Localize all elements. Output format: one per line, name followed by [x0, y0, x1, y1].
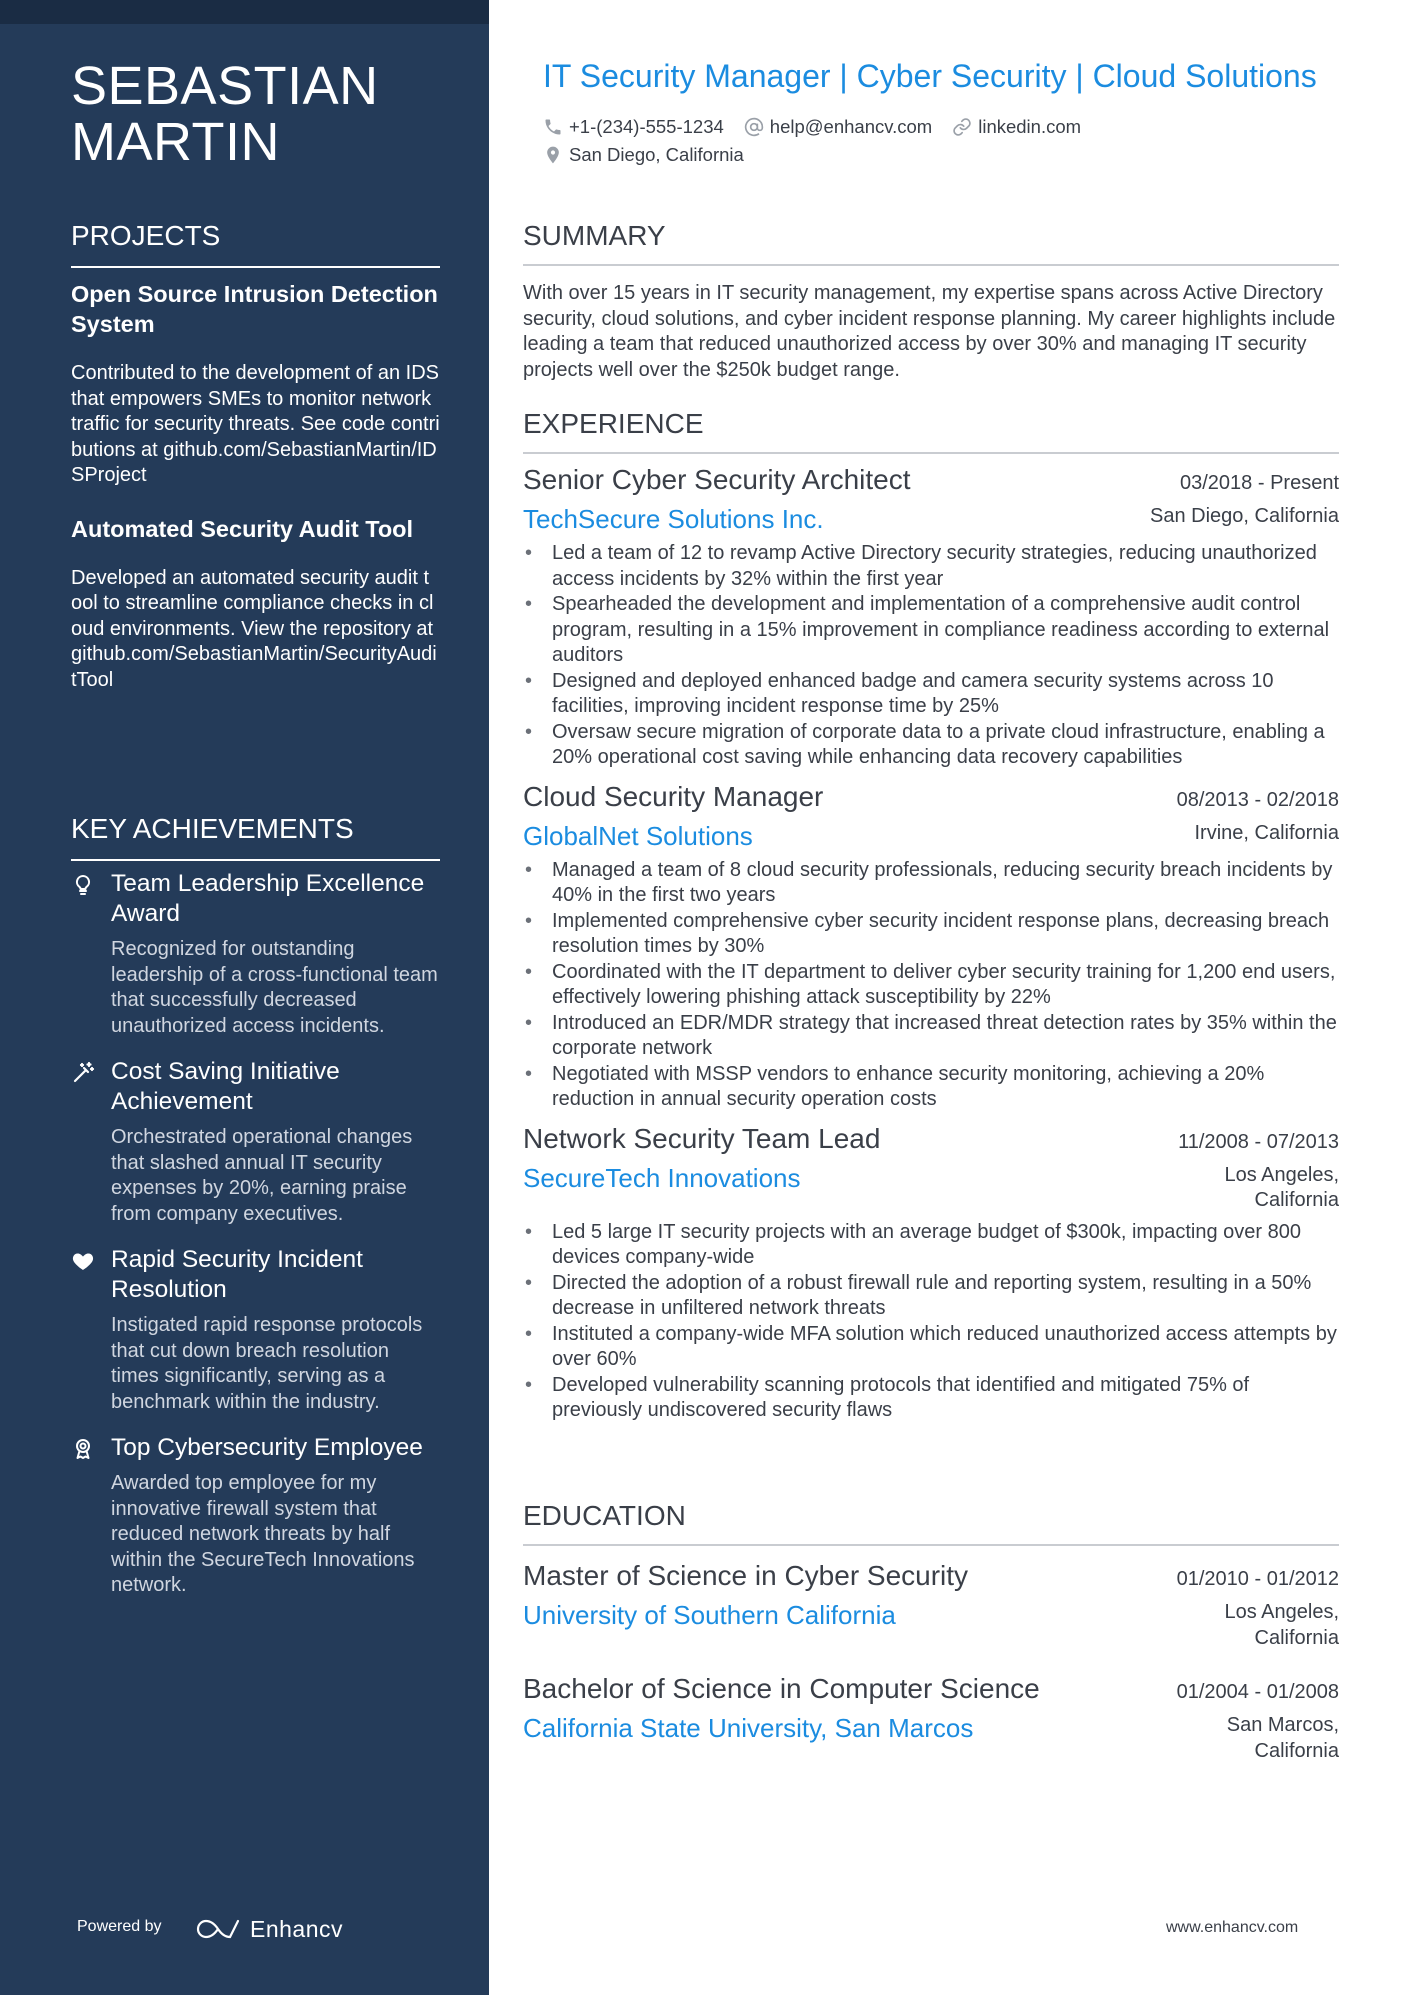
school-name: California State University, San Marcos [523, 1713, 974, 1743]
name-last: MARTIN [71, 112, 281, 172]
bullet-item: • Negotiated with MSSP vendors to enhance security monitoring, achieving a 20% reduction in annual security operation costs [523, 1062, 1339, 1113]
education-dates: 01/2010 - 01/2012 [1176, 1568, 1339, 1590]
email-text: help@enhancv.com [769, 116, 933, 137]
education-location: Los Angeles, California [1224, 1601, 1339, 1649]
achievement-description: Recognized for outstanding leadership of a cross-functional team that successfully decreased unauthorized access incidents. [111, 938, 438, 1037]
job-entry [523, 464, 1339, 771]
job-bullets [523, 1220, 1339, 1424]
summary-section [523, 220, 1339, 383]
linkedin-text: linkedin.com [978, 116, 1082, 137]
job-dates: 08/2013 - 02/2018 [1176, 788, 1339, 811]
powered-by-label: Powered by [77, 1918, 162, 1935]
job-entry [523, 1123, 1339, 1424]
award-ribbon-icon [71, 1437, 95, 1461]
enhancv-logo[interactable] [196, 1913, 343, 1945]
education-entry [523, 1560, 1339, 1651]
bullet-item: • Developed vulnerability scanning protocols that identified and mitigated 75% of previously undiscovered security flaws [523, 1373, 1339, 1424]
contact-location [543, 144, 744, 166]
link-icon [952, 117, 972, 137]
bullet-item: • Led a team of 12 to revamp Active Directory security strategies, reducing unauthorized access incidents by 32% within the first year [523, 541, 1339, 592]
contact-email[interactable] [744, 116, 932, 138]
education-heading: EDUCATION [523, 1500, 1339, 1546]
achievements-section [71, 813, 440, 1599]
project-item [71, 514, 440, 694]
bullet-item: • Led 5 large IT security projects with an average budget of $300k, impacting over 800 devices company-wide [523, 1220, 1339, 1271]
achievement-item [71, 1433, 440, 1599]
heart-icon [71, 1249, 95, 1273]
project-description: Developed an automated security audit tool to streamline compliance checks in cloud environments. View the repository at github.com/SebastianMartin/SecurityAuditTool [71, 566, 437, 691]
achievement-item [71, 1245, 440, 1415]
job-company: TechSecure Solutions Inc. [523, 504, 824, 534]
bullet-item: • Oversaw secure migration of corporate data to a private cloud infrastructure, enabling a 20% operational cost saving while enhancing data recovery capabilities [523, 720, 1339, 771]
at-sign-icon [744, 117, 764, 137]
bullet-item: • Implemented comprehensive cyber security incident response plans, decreasing breach resolution times by 30% [523, 909, 1339, 960]
job-location: San Diego, California [1150, 505, 1339, 527]
sidebar-top-bar [0, 0, 489, 24]
contact-info [543, 113, 1343, 169]
achievement-title: Cost Saving Initiative Achievement [111, 1058, 340, 1115]
education-location: San Marcos, California [1226, 1714, 1339, 1762]
achievement-title: Top Cybersecurity Employee [111, 1434, 423, 1461]
achievements-heading: KEY ACHIEVEMENTS [71, 813, 440, 861]
job-location: Los Angeles, California [1224, 1163, 1339, 1211]
phone-icon [543, 117, 563, 137]
name-first: SEBASTIAN [71, 56, 379, 116]
project-item [71, 279, 440, 489]
education-dates: 01/2004 - 01/2008 [1176, 1681, 1339, 1703]
degree-title: Bachelor of Science in Computer Science [523, 1673, 1040, 1704]
project-title: Automated Security Audit Tool [71, 515, 414, 542]
achievement-item [71, 869, 440, 1039]
achievement-description: Awarded top employee for my innovative firewall system that reduced network threats by half within the SecureTech Innovations network. [111, 1472, 415, 1596]
sidebar [0, 0, 489, 1995]
job-company: SecureTech Innovations [523, 1162, 801, 1193]
magic-wand-icon [71, 1061, 95, 1085]
phone-text: +1-(234)-555-1234 [569, 116, 724, 137]
candidate-name [71, 58, 461, 170]
footer-website[interactable]: www.enhancv.com [1166, 1919, 1299, 1936]
achievement-item [71, 1057, 440, 1227]
achievement-description: Instigated rapid response protocols that cut down breach resolution times significantly, serving as a benchmark within the industry. [111, 1314, 423, 1413]
achievement-title: Rapid Security Incident Resolution [111, 1246, 363, 1303]
job-location: Irvine, California [1194, 821, 1339, 844]
job-dates: 11/2008 - 07/2013 [1178, 1130, 1339, 1153]
projects-heading: PROJECTS [71, 220, 440, 268]
bullet-item: • Introduced an EDR/MDR strategy that increased threat detection rates by 35% within the corporate network [523, 1011, 1339, 1062]
contact-phone[interactable] [543, 116, 724, 138]
project-title: Open Source Intrusion Detection System [71, 281, 438, 337]
bullet-item: • Designed and deployed enhanced badge and camera security systems across 10 facilities, improving incident response time by 25% [523, 669, 1339, 720]
experience-section [523, 408, 1339, 1424]
job-title: Network Security Team Lead [523, 1122, 881, 1154]
experience-heading: EXPERIENCE [523, 408, 1339, 454]
job-bullets [523, 858, 1339, 1113]
school-name: University of Southern California [523, 1600, 896, 1630]
summary-text: With over 15 years in IT security management, my expertise spans across Active Directory security, cloud solutions, and cyber incident response planning. My career highlights include leading a team that reduced unauthorized access by over 30% and managing IT security projects well over the $250k budget range. [523, 282, 1336, 381]
contact-linkedin[interactable] [952, 116, 1081, 138]
location-text: San Diego, California [569, 144, 744, 165]
location-pin-icon [543, 145, 563, 165]
headline: IT Security Manager | Cyber Security | Cloud Solutions [543, 58, 1317, 94]
education-entry [523, 1673, 1339, 1764]
enhancv-brand-text: Enhancv [250, 1915, 344, 1942]
job-dates: 03/2018 - Present [1180, 472, 1339, 494]
bullet-item: • Directed the adoption of a robust firewall rule and reporting system, resulting in a 50% decrease in unfiltered network threats [523, 1271, 1339, 1322]
enhancv-infinity-icon [196, 1917, 240, 1941]
job-bullets [523, 541, 1339, 771]
bullet-item: • Instituted a company-wide MFA solution which reduced unauthorized access attempts by over 60% [523, 1322, 1339, 1373]
achievement-title: Team Leadership Excellence Award [111, 870, 425, 927]
projects-section [71, 220, 440, 693]
bullet-item: • Coordinated with the IT department to deliver cyber security training for 1,200 end users, effectively lowering phishing attack susceptibility by 22% [523, 960, 1339, 1011]
summary-heading: SUMMARY [523, 220, 1339, 266]
project-description: Contributed to the development of an IDS that empowers SMEs to monitor network traffic for security threats. See code contributions at github.com/SebastianMartin/IDSProject [71, 362, 440, 486]
job-title: Senior Cyber Security Architect [523, 464, 911, 495]
education-section [523, 1500, 1339, 1764]
degree-title: Master of Science in Cyber Security [523, 1560, 969, 1591]
bullet-item: • Spearheaded the development and implementation of a comprehensive audit control program, resulting in a 15% improvement in compliance readiness according to external auditors [523, 592, 1339, 669]
job-title: Cloud Security Manager [523, 780, 824, 812]
lightbulb-icon [71, 873, 95, 897]
job-company: GlobalNet Solutions [523, 820, 753, 851]
achievement-description: Orchestrated operational changes that slashed annual IT security expenses by 20%, earning praise from company executives. [111, 1126, 413, 1225]
job-entry [523, 781, 1339, 1113]
bullet-item: • Managed a team of 8 cloud security professionals, reducing security breach incidents by 40% in the first two years [523, 858, 1339, 909]
